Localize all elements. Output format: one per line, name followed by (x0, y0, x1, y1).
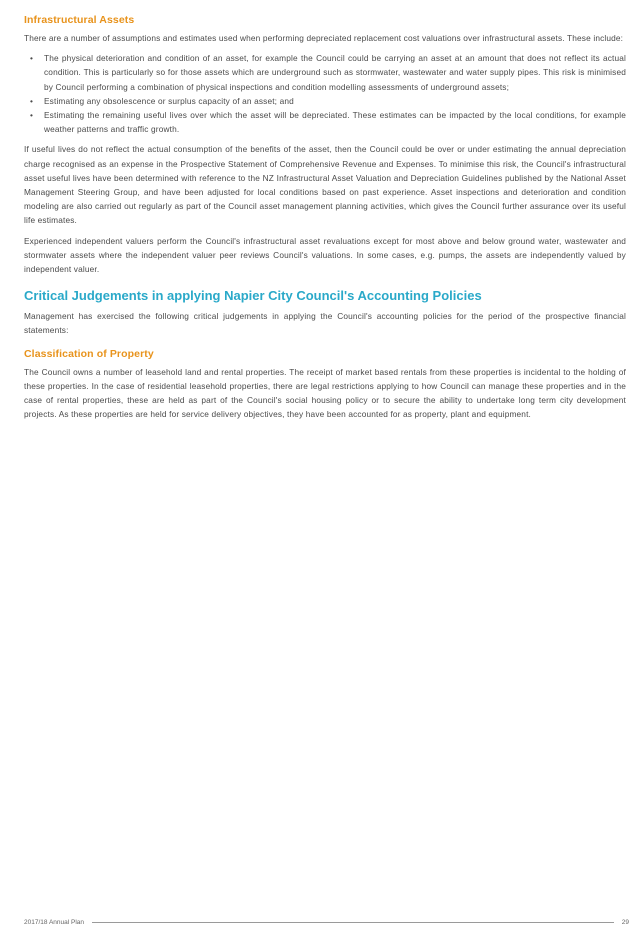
assumptions-list (24, 51, 626, 136)
bullet-icon: • (30, 110, 34, 121)
bullet-icon: • (30, 53, 34, 64)
list-item: • The physical deterioration and condition of an asset, for example the Council could be carrying an asset at an amount that does not reflect its actual condition. This is particularly so for those assets which are underground such as stormwater, wastewater and water supply pipes. This risk is minimised by Council performing a combination of physical inspections and condition modelling assessments of underground assets; (30, 53, 626, 92)
page-number: 29 (621, 918, 629, 926)
useful-lives-paragraph: If useful lives do not reflect the actual consumption of the benefits of the asset, then the Council could be over or under estimating the annual depreciation charge recognised as an expense in the Prospective Statement of Comprehensive Revenue and Expenses. To minimise this risk, the Council's infrastructural asset useful lives have been determined with reference to the NZ Infrastructural Asset Valuation and Depreciation Guidelines published by the National Asset Management Steering Group, and have been adjusted for local conditions based on past experience. Asset inspections and deterioration and condition modeling are also carried out regularly as part of the Council asset management planning activities, which gives the Council further assurance over its useful life estimates. (24, 144, 626, 226)
critical-judgements-paragraph: Management has exercised the following critical judgements in applying the Council's accounting policies for the period of the prospective financial statements: (24, 311, 626, 336)
page-footer (24, 916, 629, 928)
infrastructural-assets-intro: There are a number of assumptions and estimates used when performing depreciated replacement cost valuations over infrastructural assets. These include: (24, 33, 624, 43)
list-item: • Estimating the remaining useful lives over which the asset will be depreciated. These estimates can be impacted by the local conditions, for example weather patterns and traffic growth. (30, 110, 626, 135)
classification-paragraph: The Council owns a number of leasehold land and rental properties. The receipt of market based rentals from these properties is incidental to the holding of these properties. In the case of residential leasehold properties, there are legal restrictions applying to how Council can manage these properties and in the case of rental properties, these are held as part of the Council's social housing policy or to secure the ability to undertake long term city development projects. As these properties are held for service delivery objectives, they have been accounted for as property, plant and equipment. (24, 366, 626, 420)
list-item: • Estimating any obsolescence or surplus capacity of an asset; and (24, 94, 626, 108)
document-body (24, 14, 626, 427)
footer-title: 2017/18 Annual Plan (24, 918, 84, 926)
bullet-icon: • (30, 95, 34, 106)
classification-heading: Classification of Property (24, 347, 154, 360)
infrastructural-assets-heading: Infrastructural Assets (24, 14, 135, 26)
critical-judgements-heading: Critical Judgements in applying Napier City Council's Accounting Policies (24, 288, 482, 304)
valuers-paragraph: Experienced independent valuers perform the Council's infrastructural asset revaluations except for most above and below ground water, wastewater and stormwater assets where the independent valuer peer reviews Council's valuations. In some cases, e.g. pumps, the assets are independently valued by independent valuer. (24, 235, 626, 275)
footer-rule (92, 922, 614, 923)
